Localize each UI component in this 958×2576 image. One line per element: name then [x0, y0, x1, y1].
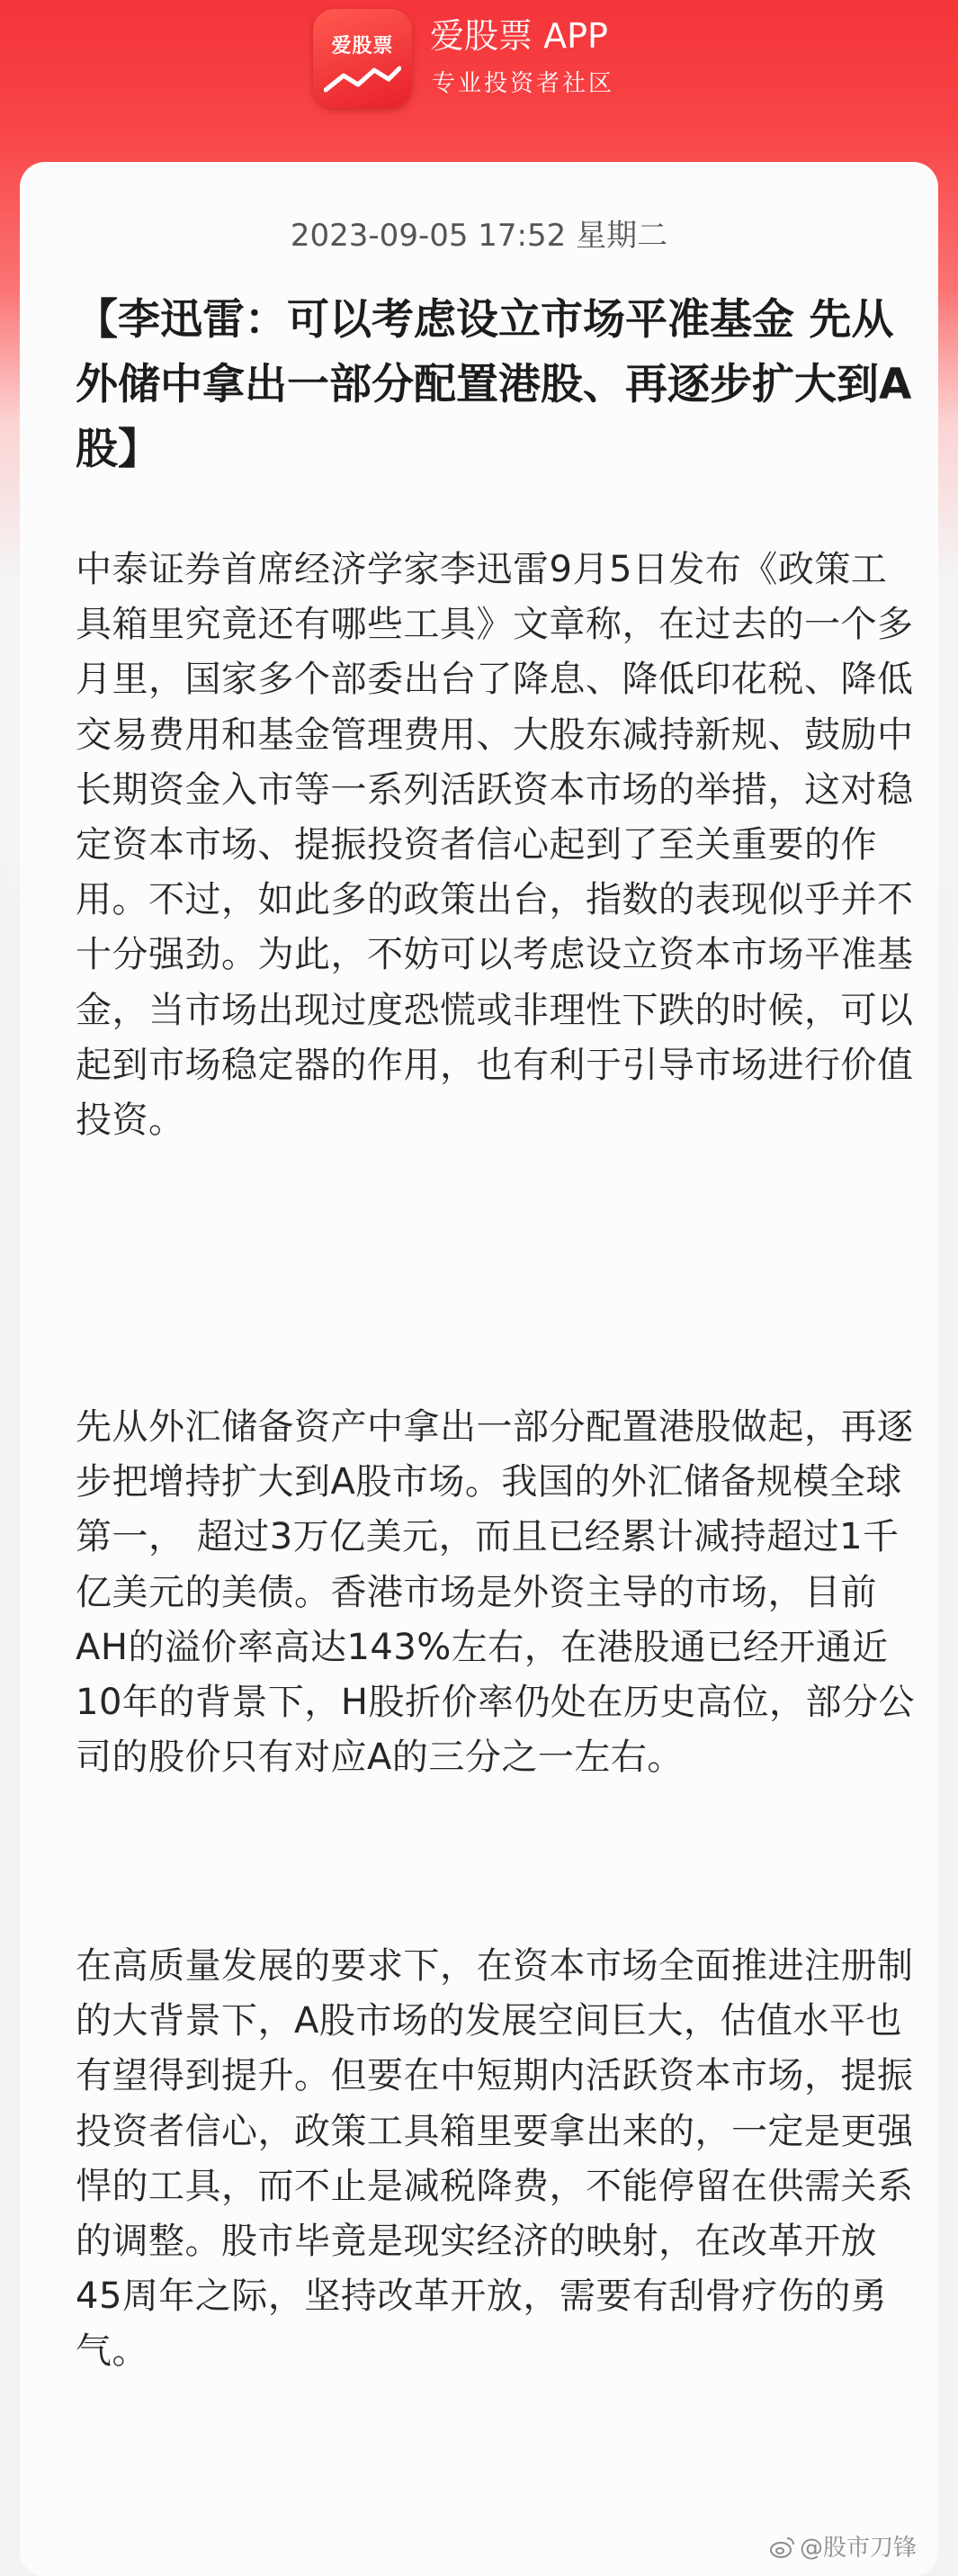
article-title: 【李迅雷：可以考虑设立市场平准基金 先从外储中拿出一部分配置港股、再逐步扩大到A股】	[76, 295, 912, 474]
app-logo	[313, 9, 412, 108]
watermark	[769, 2533, 917, 2563]
logo-text: 爱股票	[331, 35, 394, 58]
weibo-icon	[769, 2536, 796, 2559]
app-header	[0, 0, 958, 117]
app-name: 爱股票 APP	[430, 16, 608, 56]
watermark-text: @股市刀锋	[799, 2535, 917, 2562]
publish-datetime: 2023-09-05 17:52 星期二	[290, 218, 668, 254]
article-paragraph: 中泰证券首席经济学家李迅雷9月5日发布《政策工具箱里究竟还有哪些工具》文章称，在过去的一个多月里，国家多个部委出台了降息、降低印花税、降低交易费用和基金管理费用、大股东减持新规、鼓励中长期资金入市等一系列活跃资本市场的举措，这对稳定资本市场、提振投资者信心起到了至关重要的作用。不过，如此多的政策出台，指数的表现似乎并不十分强劲。为此，不妨可以考虑设立资本市场平准基金，当市场出现过度恐慌或非理性下跌的时候，可以起到市场稳定器的作用，也有利于引导市场进行价值投资。	[76, 549, 914, 1142]
article-paragraph: 在高质量发展的要求下，在资本市场全面推进注册制的大背景下，A股市场的发展空间巨大，估值水平也有望得到提升。但要在中短期内活跃资本市场，提振投资者信心，政策工具箱里要拿出来的，一定是更强悍的工具，而不止是减税降费，不能停留在供需关系的调整。股市毕竟是现实经济的映射，在改革开放45周年之际，坚持改革开放，需要有刮骨疗伤的勇气。	[76, 1945, 914, 2373]
article-paragraph: 先从外汇储备资产中拿出一部分配置港股做起，再逐步把增持扩大到A股市场。我国的外汇储备规模全球第一， 超过3万亿美元，而且已经累计减持超过1千亿美元的美债。香港市场是外资主导的市场，目前AH的溢价率高达143%左右，在港股通已经开通近10年的背景下，H股折价率仍处在历史高位，部分公司的股价只有对应A的三分之一左右。	[76, 1406, 915, 1779]
article-card	[20, 162, 938, 2576]
trend-chart-icon	[324, 63, 401, 95]
app-slogan: 专业投资者社区	[432, 70, 615, 97]
